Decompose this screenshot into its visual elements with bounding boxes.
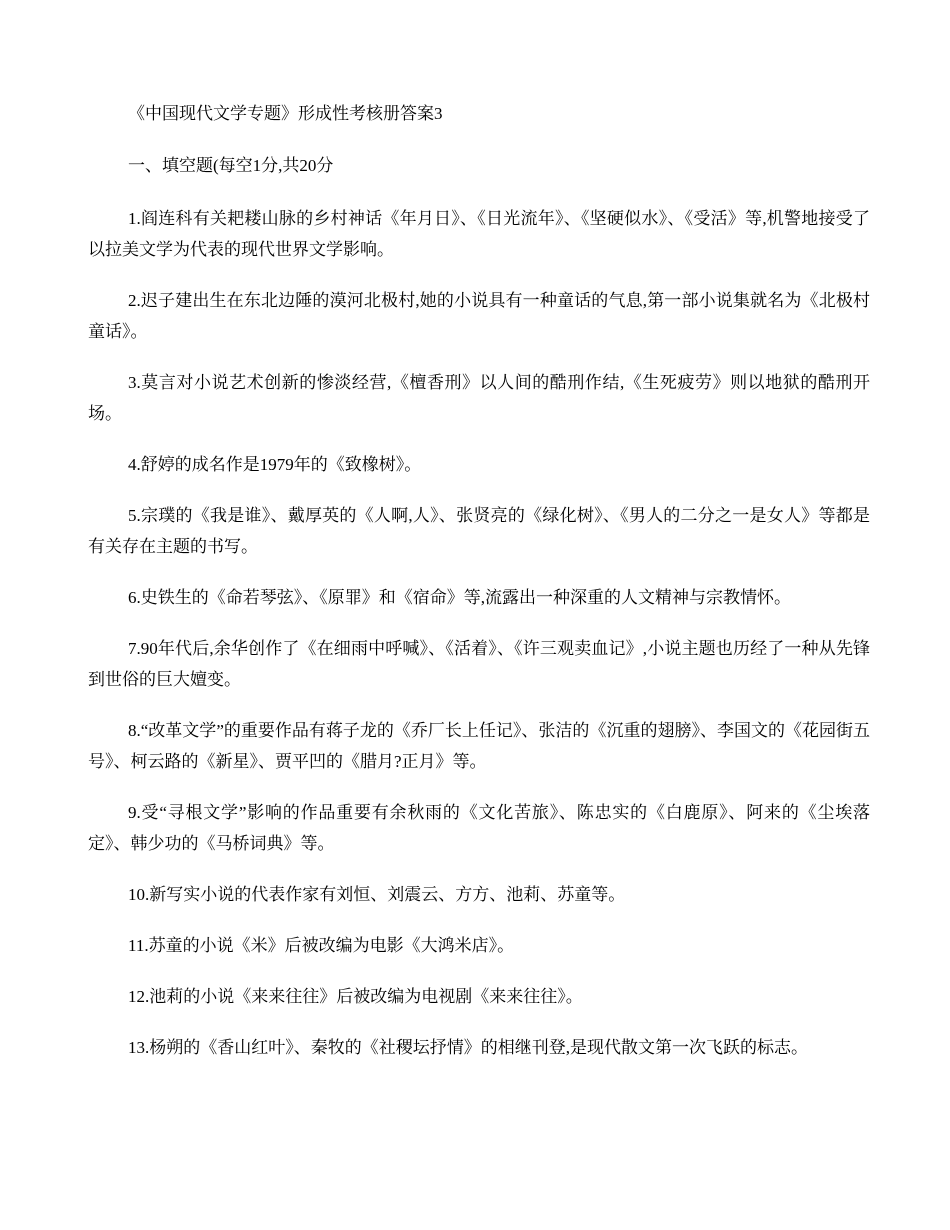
answer-item-6: 6.史铁生的《命若琴弦》、《原罪》和《宿命》等,流露出一种深重的人文精神与宗教情怀。 [128,588,791,607]
answer-item-13: 13.杨朔的《香山红叶》、秦牧的《社稷坛抒情》的相继刊登,是现代散文第一次飞跃的标志。 [128,1038,808,1057]
answer-item-10: 10.新写实小说的代表作家有刘恒、刘震云、方方、池莉、苏童等。 [128,885,626,904]
answer-item-2: 2.迟子建出生在东北边陲的漠河北极村,她的小说具有一种童话的气息,第一部小说集就名为《北极村童话》。 [88,291,870,341]
answer-item-7: 7.90年代后,余华创作了《在细雨中呼喊》、《活着》、《许三观卖血记》,小说主题也历经了一种从先锋到世俗的巨大嬗变。 [88,639,870,689]
answer-item-1: 1.阎连科有关耙耧山脉的乡村神话《年月日》、《日光流年》、《坚硬似水》、《受活》等,机警地接受了以拉美文学为代表的现代世界文学影响。 [88,209,870,259]
document-title: 《中国现代文学专题》形成性考核册答案3 [128,104,443,123]
section-heading: 一、填空题(每空1分,共20分 [128,156,334,175]
answer-item-3: 3.莫言对小说艺术创新的惨淡经营,《檀香刑》以人间的酷刑作结,《生死疲劳》则以地狱的酷刑开场。 [88,373,870,423]
answer-item-11: 11.苏童的小说《米》后被改编为电影《大鸿米店》。 [128,936,515,955]
answer-item-12: 12.池莉的小说《来来往往》后被改编为电视剧《来来往往》。 [128,987,583,1006]
answer-item-4: 4.舒婷的成名作是1979年的《致橡树》。 [128,455,422,474]
answer-item-9: 9.受“寻根文学”影响的作品重要有余秋雨的《文化苦旅》、陈忠实的《白鹿原》、阿来的《尘埃落定》、韩少功的《马桥词典》等。 [88,803,870,853]
answer-item-5: 5.宗璞的《我是谁》、戴厚英的《人啊,人》、张贤亮的《绿化树》、《男人的二分之一是女人》等都是有关存在主题的书写。 [88,506,870,556]
answer-item-8: 8.“改革文学”的重要作品有蒋子龙的《乔厂长上任记》、张洁的《沉重的翅膀》、李国文的《花园街五号》、柯云路的《新星》、贾平凹的《腊月?正月》等。 [88,721,870,771]
